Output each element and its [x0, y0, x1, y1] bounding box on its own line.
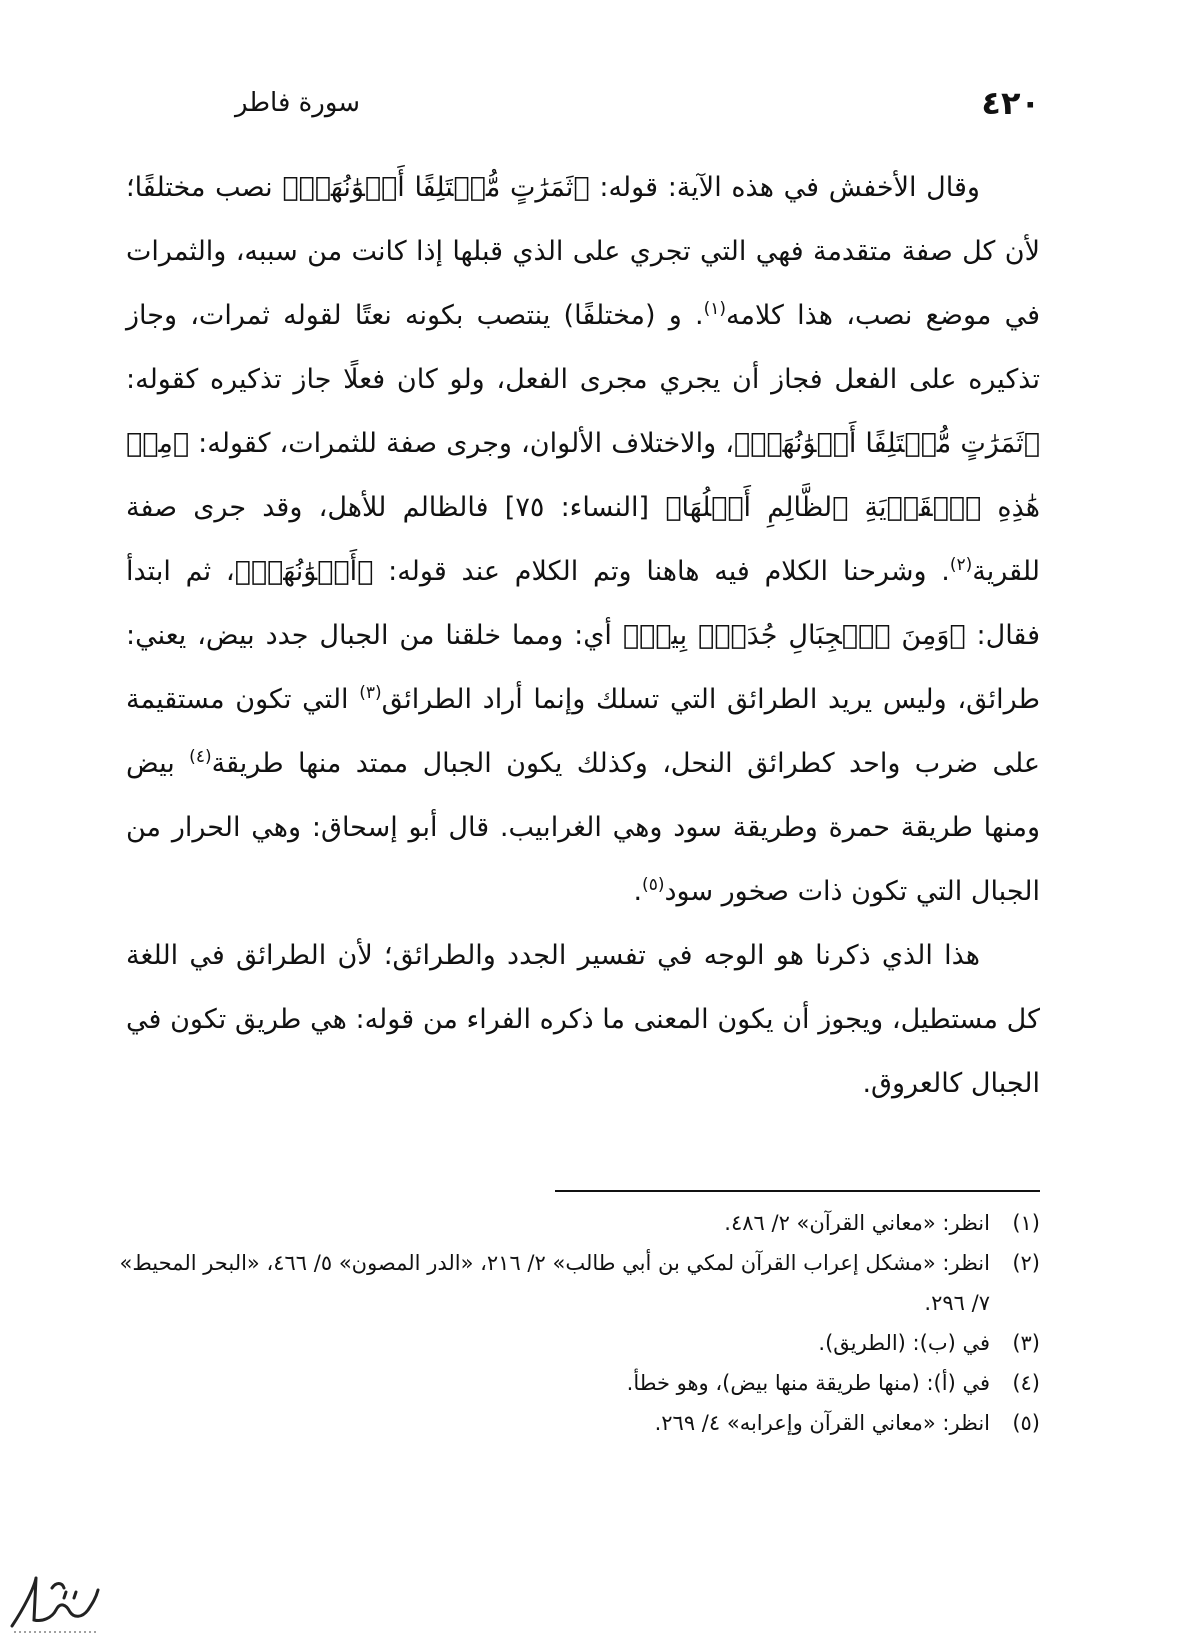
footnote-item	[110, 1363, 1040, 1403]
footnote-text: في (أ): (منها طريقة منها بيض)، وهو خطأ.	[626, 1371, 990, 1395]
watermark-logo	[4, 1568, 104, 1638]
footnote-number: (٣)	[1012, 1331, 1040, 1355]
footnote-ref[interactable]: (٥)	[642, 875, 665, 895]
footnote-item	[110, 1203, 1040, 1243]
footnotes	[110, 1203, 1040, 1443]
footnote-ref[interactable]: (١)	[703, 299, 726, 319]
text-run: .	[633, 876, 643, 907]
quran-quote: ﴿ثَمَرَٰتٍ مُّخۡتَلِفًا أَلۡوَٰنُهَاۚ﴾	[733, 428, 1040, 459]
footnote-divider	[555, 1190, 1040, 1192]
quran-quote: ﴿وَمِنَ ٱلۡجِبَالِ جُدَدُۢ بِيضٞ﴾	[622, 620, 966, 651]
text-run: ، ثم ابتدأ فقال:	[126, 556, 1040, 651]
quran-quote: ﴿ثَمَرَٰتٍ مُّخۡتَلِفًا أَلۡوَٰنُهَاۚ﴾	[282, 172, 590, 203]
footnote-number: (١)	[1012, 1211, 1040, 1235]
paragraph: هذا الذي ذكرنا هو الوجه في تفسير الجدد والطرائق؛ لأن الطرائق في اللغة كل مستطيل، ويجوز أن يكون المعنى ما ذكره الفراء من قوله: هي طريق تكون في الجبال كالعروق.	[126, 940, 1040, 1099]
footnote-number: (٥)	[1012, 1411, 1040, 1435]
footnote-number: (٤)	[1012, 1371, 1040, 1395]
text-run: ، والاختلاف الألوان، وجرى صفة للثمرات، كقوله:	[189, 428, 734, 459]
page-number: ٤٢٠	[981, 84, 1040, 122]
text-run: [النساء: ٧٥] فالظالم للأهل، وقد جرى صفة للقرية	[126, 492, 1041, 587]
text-run: بيض ومنها طريقة حمرة وطريقة سود وهي الغرابيب. قال أبو إسحاق: وهي الحرار من الجبال التي تكون ذات صخور سود	[126, 748, 1040, 907]
text-run: وقال الأخفش في هذه الآية: قوله:	[589, 172, 980, 203]
footnote-text: في (ب): (الطريق).	[818, 1331, 990, 1355]
quran-quote: ﴿مِنۡ هَٰذِهِ ٱلۡقَرۡيَةِ ٱلظَّالِمِ أَهۡلُهَا﴾	[126, 428, 1040, 523]
footnote-ref[interactable]: (٢)	[949, 555, 973, 575]
quran-quote: ﴿أَلۡوَٰنُهَاۚ﴾	[234, 556, 374, 587]
footnote-number: (٢)	[1012, 1251, 1040, 1275]
footnote-text: انظر: «معاني القرآن وإعرابه» ٤/ ٢٦٩.	[654, 1411, 990, 1435]
main-text	[126, 156, 1040, 1116]
footnote-text: انظر: «معاني القرآن» ٢/ ٤٨٦.	[724, 1211, 990, 1235]
running-title: سورة فاطر	[235, 88, 361, 118]
footnote-item	[110, 1243, 1040, 1323]
text-run: . و (مختلفًا) ينتصب بكونه نعتًا لقوله ثمرات، وجاز تذكيره على الفعل فجاز أن يجري مجرى الفعل، ولو كان فعلًا جاز تذكيره كقوله:	[126, 300, 1040, 395]
page-header	[205, 84, 1040, 134]
text-run: أي: ومما خلقنا من الجبال جدد بيض، يعني: طرائق، وليس يريد الطرائق التي تسلك وإنما أراد الطرائق	[126, 620, 1040, 715]
text-run: التي تكون مستقيمة على ضرب واحد كطرائق النحل، وكذلك يكون الجبال ممتد منها طريقة	[126, 684, 1041, 779]
footnote-item	[110, 1403, 1040, 1443]
footnote-ref[interactable]: (٣)	[359, 683, 382, 703]
text-run: . وشرحنا الكلام فيه هاهنا وتم الكلام عند قوله:	[373, 556, 950, 587]
footnote-ref[interactable]: (٤)	[189, 747, 212, 767]
footnote-item	[110, 1323, 1040, 1363]
footnote-text: انظر: «مشكل إعراب القرآن لمكي بن أبي طالب» ٢/ ٢١٦، «الدر المصون» ٥/ ٤٦٦، «البحر المحيط» ٧/ ٢٩٦.	[119, 1251, 990, 1315]
text-run: نصب مختلفًا؛ لأن كل صفة متقدمة فهي التي تجري على الذي قبلها إذا كانت من سببه، والثمرات في موضع نصب، هذا كلامه	[126, 172, 1040, 331]
paragraph	[126, 156, 1040, 924]
